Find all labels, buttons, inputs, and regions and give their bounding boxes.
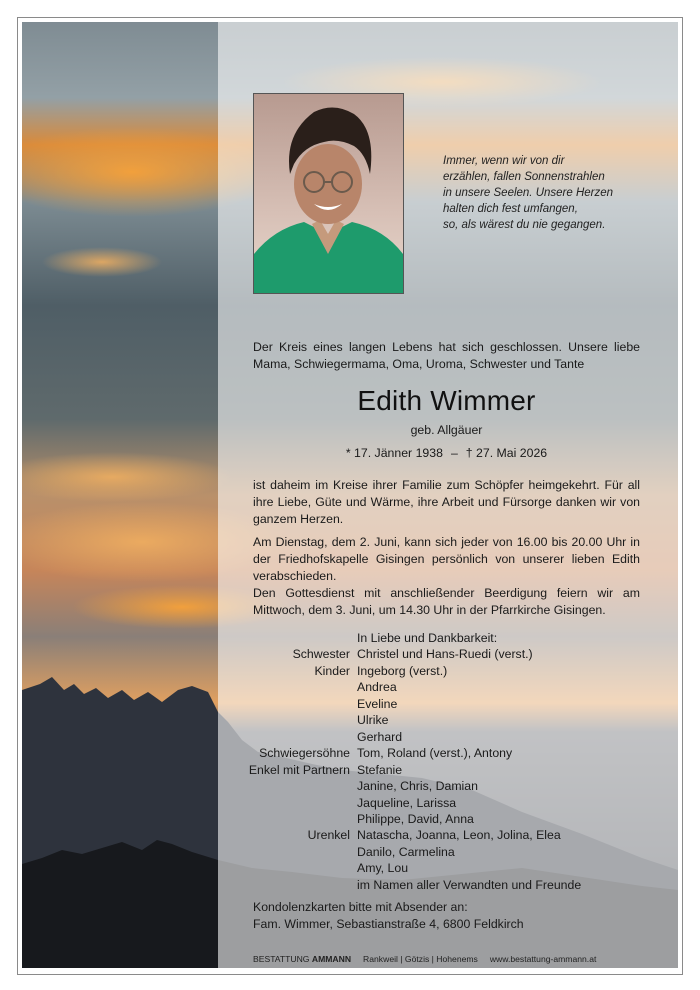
mourner-row — [242, 663, 642, 679]
mourner-relation — [242, 811, 357, 827]
mourner-row — [242, 696, 642, 712]
mourner-relation — [242, 778, 357, 794]
undertaker-logo — [253, 954, 351, 964]
mourner-relation — [242, 844, 357, 860]
mourner-relation — [242, 679, 357, 695]
maiden-name: geb. Allgäuer — [410, 423, 483, 437]
mourner-names: In Liebe und Dankbarkeit: — [357, 631, 498, 645]
condolence-address-line: Fam. Wimmer, Sebastianstraße 4, 6800 Feldkirch — [253, 917, 524, 931]
mourner-row — [242, 729, 642, 745]
mourner-relation — [242, 860, 357, 876]
quote-line: erzählen, fallen Sonnenstrahlen — [443, 171, 605, 183]
mourner-row — [242, 811, 642, 827]
service-info — [253, 534, 640, 619]
mourner-names: Philippe, David, Anna — [357, 811, 474, 826]
undertaker-website[interactable]: www.bestattung-ammann.at — [489, 954, 597, 964]
mourner-row — [242, 712, 642, 728]
mourner-names: Andrea — [357, 680, 397, 695]
viewing-paragraph: Am Dienstag, dem 2. Juni, kann sich jeder von 16.00 bis 20.00 Uhr in der Friedhofskapelle Gisingen persönlich von unserer lieben Edith verabschieden. — [253, 535, 640, 583]
mourner-relation: Schwester — [292, 647, 350, 662]
date-separator: – — [450, 446, 458, 460]
mourner-relation: Enkel mit Partnern — [248, 762, 350, 777]
quote-line: Immer, wenn wir von dir — [443, 155, 565, 167]
mourner-names: Ingeborg (verst.) — [357, 663, 448, 678]
intro-text: Der Kreis eines langen Lebens hat sich geschlossen. Unsere liebe Mama, Schwiegermama, Oma, Uroma, Schwester und Tante — [253, 340, 640, 371]
mourner-row — [242, 844, 642, 860]
funeral-paragraph: Den Gottesdienst mit anschließender Beerdigung feiern wir am Mittwoch, dem 3. Juni, um 14.30 Uhr in der Pfarrkirche Gisingen. — [253, 586, 640, 617]
mourner-row — [242, 877, 642, 893]
mourner-names: Jaqueline, Larissa — [357, 795, 457, 810]
mourner-names: im Namen aller Verwandten und Freunde — [357, 877, 582, 892]
mourner-relation: Schwiegersöhne — [259, 746, 350, 761]
portrait-image — [254, 94, 403, 293]
mourner-names: Gerhard — [357, 729, 403, 744]
mourner-relation — [242, 795, 357, 811]
body-paragraph: ist daheim im Kreise ihrer Familie zum Schöpfer heimgekehrt. Für all ihre Liebe, Güte und Wärme, ihre Arbeit und Fürsorge danken wir von ganzem Herzen. — [253, 478, 640, 526]
mourner-names: Christel und Hans-Ruedi (verst.) — [357, 647, 533, 662]
mourner-names: Janine, Chris, Damian — [357, 779, 478, 794]
deceased-name: Edith Wimmer — [357, 385, 536, 416]
birth-date: * 17. Jänner 1938 — [345, 446, 443, 460]
mourner-relation — [242, 712, 357, 728]
mourner-names: Ulrike — [357, 713, 389, 728]
brand-name: AMMANN — [311, 954, 352, 964]
mourner-row — [242, 762, 642, 778]
mourner-row — [242, 646, 642, 662]
mourner-relation — [242, 877, 357, 893]
mourner-names: Eveline — [357, 696, 398, 711]
mourner-names: Stefanie — [357, 762, 403, 777]
memorial-quote — [443, 153, 653, 233]
undertaker-locations: Rankweil | Götzis | Hohenems — [363, 954, 478, 964]
quote-line: in unsere Seelen. Unsere Herzen — [443, 187, 614, 199]
mourner-row — [242, 745, 642, 761]
mourner-relation — [242, 696, 357, 712]
mourner-names: Amy, Lou — [357, 861, 409, 876]
mourner-row — [242, 827, 642, 843]
mourner-names: Tom, Roland (verst.), Antony — [357, 746, 513, 761]
undertaker-footer — [253, 953, 653, 965]
mourner-relation — [242, 729, 357, 745]
mourner-row — [242, 860, 642, 876]
condolence-line: Kondolenzkarten bitte mit Absender an: — [253, 900, 468, 914]
mourner-row — [242, 778, 642, 794]
life-dates — [253, 445, 640, 462]
mourner-relation: Urenkel — [307, 828, 350, 843]
obituary-card — [22, 22, 678, 968]
mourner-row — [242, 630, 642, 646]
mourner-row — [242, 679, 642, 695]
brand-prefix: BESTATTUNG — [253, 954, 310, 964]
mourner-names: Danilo, Carmelina — [357, 844, 455, 859]
portrait-photo — [253, 93, 404, 294]
mourner-row — [242, 795, 642, 811]
quote-line: so, als wärest du nie gegangen. — [443, 219, 606, 231]
mourners-list — [242, 630, 642, 893]
condolence-address — [253, 899, 640, 933]
mourner-relation — [242, 630, 357, 646]
mourner-names: Natascha, Joanna, Leon, Jolina, Elea — [357, 828, 561, 843]
quote-line: halten dich fest umfangen, — [443, 203, 578, 215]
death-date: † 27. Mai 2026 — [465, 446, 548, 460]
mourner-relation: Kinder — [314, 663, 350, 678]
